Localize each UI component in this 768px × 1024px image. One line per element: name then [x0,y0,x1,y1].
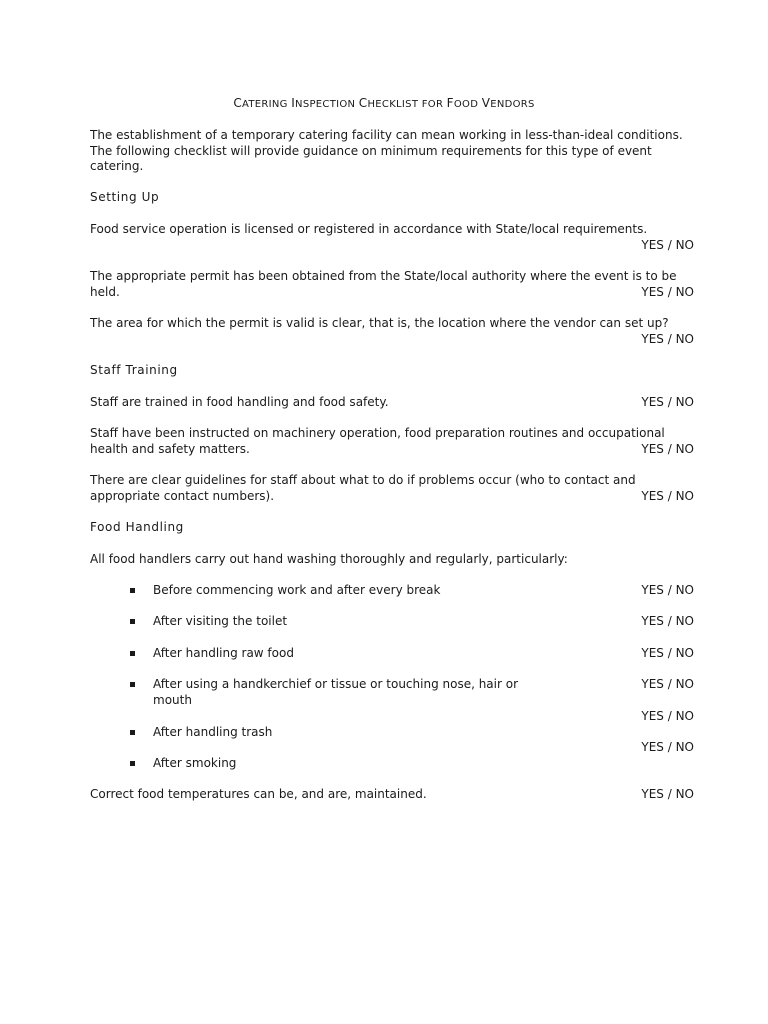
bullet-text: After visiting the toilet [153,614,288,628]
checklist-item-instructed [90,426,694,458]
item-text: There are clear guidelines for staff about what to do if problems occur (who to contact and appropriate contact numbers). [90,473,636,503]
yes-no-answer[interactable]: YES / NO [641,238,694,252]
bullet-item [130,583,694,599]
bullet-square-icon [130,682,135,687]
item-text: Food service operation is licensed or registered in accordance with State/local requirements. [90,222,648,236]
yes-no-answer[interactable]: YES / NO [641,332,694,346]
item-text: Correct food temperatures can be, and are, maintained. [90,787,427,801]
section-heading-setting-up: Setting Up [90,190,160,204]
item-text: Staff have been instructed on machinery operation, food preparation routines and occupational health and safety matters. [90,426,665,456]
yes-no-answer[interactable]: YES / NO [641,489,694,503]
yes-no-answer[interactable]: YES / NO [641,583,694,597]
bullet-text: After smoking [153,756,237,770]
item-text: The area for which the permit is valid is clear, that is, the location where the vendor can set up? [90,316,669,330]
bullet-item [130,677,694,709]
yes-no-answer[interactable]: YES / NO [641,442,694,456]
bullet-square-icon [130,761,135,766]
bullet-square-icon [130,651,135,656]
yes-no-answer[interactable]: YES / NO [641,740,694,754]
yes-no-answer[interactable]: YES / NO [641,614,694,628]
yes-no-answer[interactable]: YES / NO [641,395,694,409]
checklist-item-licensed [90,222,694,254]
bullet-item [130,614,694,630]
yes-no-answer[interactable]: YES / NO [641,709,694,723]
item-text: Staff are trained in food handling and food safety. [90,395,389,409]
checklist-item-area [90,316,694,348]
item-text: The appropriate permit has been obtained from the State/local authority where the event is to be held. [90,269,677,299]
bullet-item [130,646,694,662]
checklist-item-handwashing-intro: All food handlers carry out hand washing thoroughly and regularly, particularly: [90,552,568,566]
bullet-square-icon [130,730,135,735]
checklist-item-trained [90,395,694,411]
checklist-item-guidelines [90,473,694,505]
intro-paragraph: The establishment of a temporary catering facility can mean working in less-than-ideal conditions. The following checklist will provide guidance on minimum requirements for this type of event catering. [90,128,683,174]
yes-no-answer[interactable]: YES / NO [641,677,694,691]
bullet-item [130,725,694,741]
checklist-item-permit [90,269,694,301]
yes-no-answer[interactable]: YES / NO [641,646,694,660]
section-heading-staff-training: Staff Training [90,363,178,377]
bullet-square-icon [130,619,135,624]
bullet-square-icon [130,588,135,593]
bullet-text: After handling raw food [153,646,294,660]
section-heading-food-handling: Food Handling [90,520,184,534]
bullet-text: After using a handkerchief or tissue or touching nose, hair or mouth [153,677,519,707]
document-title: CATERING INSPECTION CHECKLIST FOR FOOD VENDORS [233,96,535,110]
bullet-text: After handling trash [153,725,273,739]
yes-no-answer[interactable]: YES / NO [641,787,694,801]
bullet-text: Before commencing work and after every break [153,583,441,597]
yes-no-answer[interactable]: YES / NO [641,285,694,299]
bullet-item [130,756,694,772]
checklist-item-temperatures [90,787,694,803]
